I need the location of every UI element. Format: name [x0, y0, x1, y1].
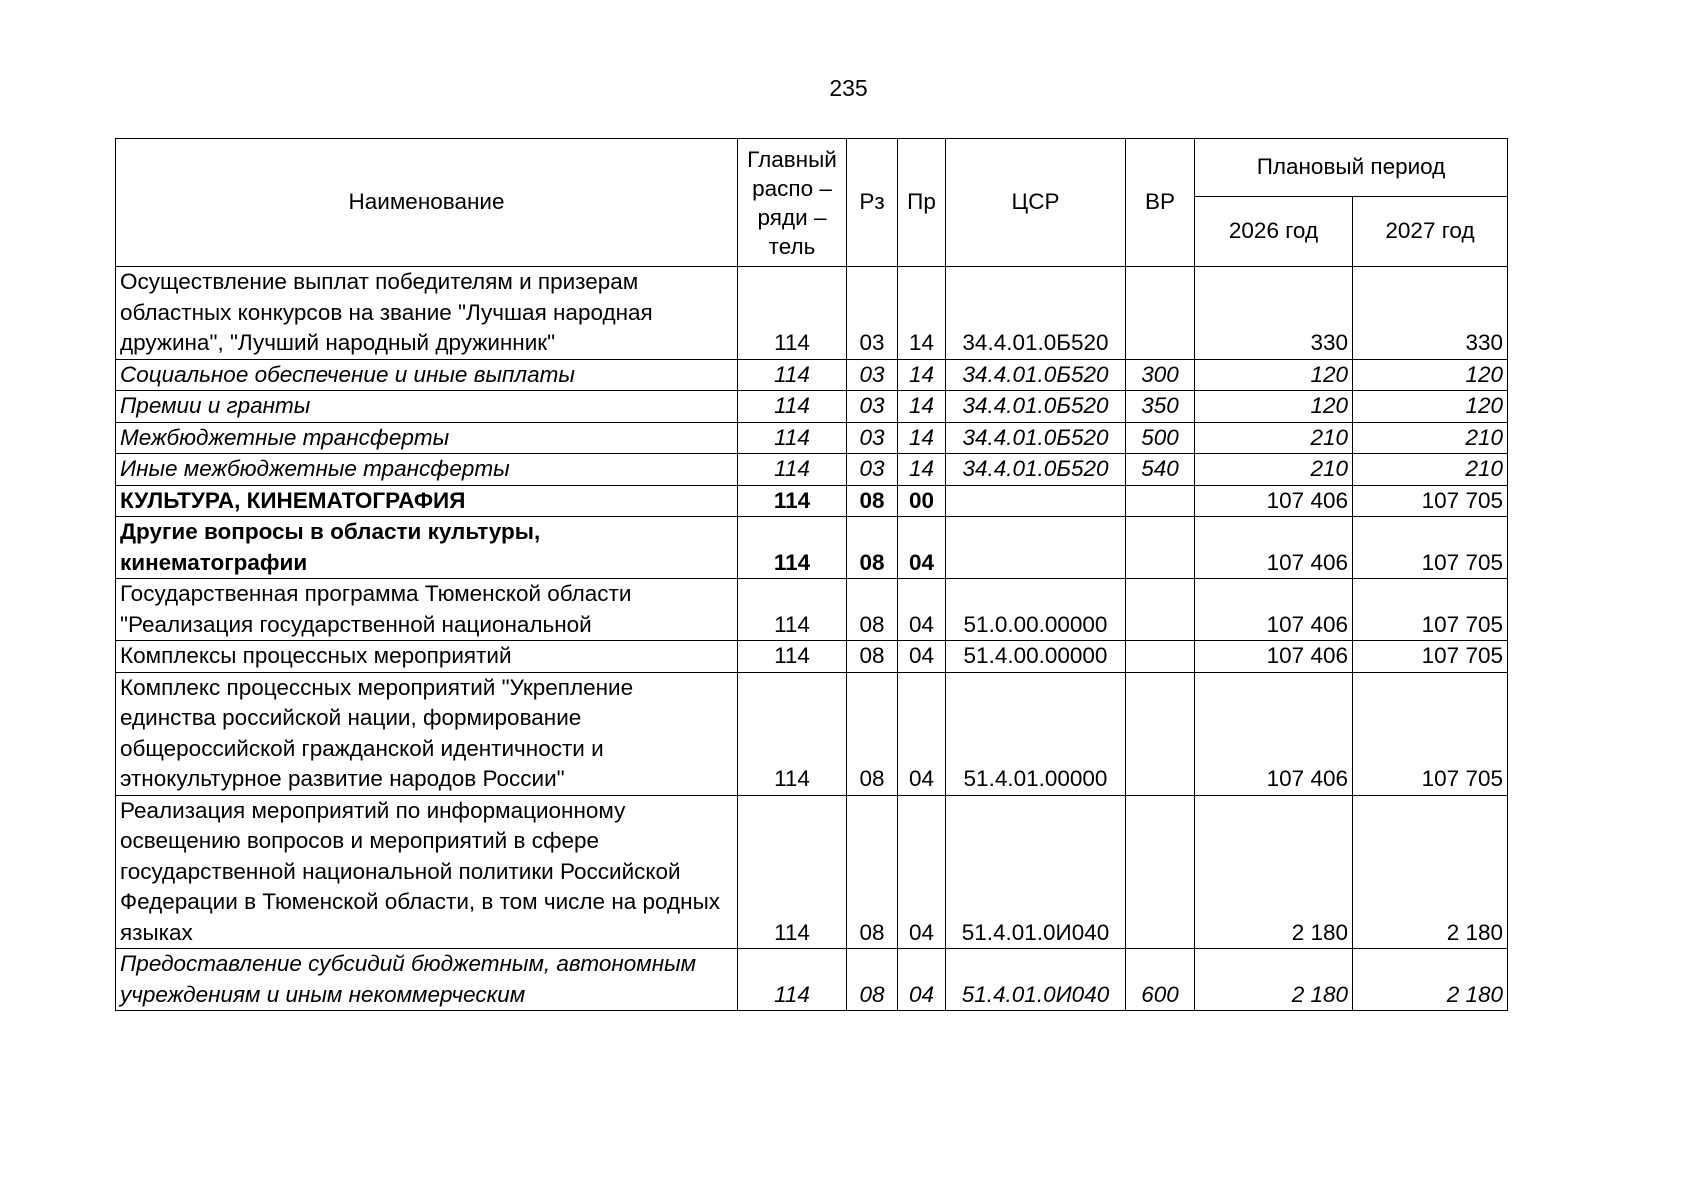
header-year-2026: 2026 год	[1195, 197, 1353, 267]
cell-rz: 03	[847, 391, 898, 423]
table-row	[116, 485, 1508, 517]
cell-rz: 08	[847, 672, 898, 795]
cell-name: КУЛЬТУРА, КИНЕМАТОГРАФИЯ	[116, 485, 738, 517]
cell-2027: 107 705	[1353, 517, 1508, 579]
cell-2027: 2 180	[1353, 795, 1508, 949]
cell-2026: 107 406	[1195, 517, 1353, 579]
cell-csr: 34.4.01.0Б520	[946, 359, 1126, 391]
header-rz: Рз	[847, 139, 898, 267]
header-name: Наименование	[116, 139, 738, 267]
cell-2026: 330	[1195, 267, 1353, 360]
cell-name: Осуществление выплат победителям и призерам областных конкурсов на звание "Лучшая народная дружина", "Лучший народный дружинник"	[116, 267, 738, 360]
table-row	[116, 391, 1508, 423]
cell-code: 114	[738, 795, 847, 949]
cell-name: Комплекс процессных мероприятий "Укрепление единства российской нации, формирование общероссийской гражданской идентичности и этнокультурное развитие народов России"	[116, 672, 738, 795]
cell-rz: 08	[847, 641, 898, 673]
cell-2027: 107 705	[1353, 672, 1508, 795]
cell-csr: 51.4.01.00000	[946, 672, 1126, 795]
cell-rz: 03	[847, 454, 898, 486]
cell-code: 114	[738, 454, 847, 486]
table-row	[116, 517, 1508, 579]
table-header	[116, 139, 1508, 267]
cell-vr: 350	[1126, 391, 1195, 423]
cell-pr: 04	[898, 795, 946, 949]
cell-vr	[1126, 485, 1195, 517]
cell-2026: 107 406	[1195, 579, 1353, 641]
cell-vr	[1126, 579, 1195, 641]
cell-vr	[1126, 267, 1195, 360]
cell-code: 114	[738, 672, 847, 795]
cell-2026: 107 406	[1195, 485, 1353, 517]
cell-rz: 08	[847, 485, 898, 517]
cell-2026: 210	[1195, 422, 1353, 454]
cell-2026: 120	[1195, 391, 1353, 423]
header-year-2027: 2027 год	[1353, 197, 1508, 267]
table-row	[116, 454, 1508, 486]
header-grbs: Главный распо – ряди – тель	[738, 139, 847, 267]
cell-2027: 210	[1353, 454, 1508, 486]
cell-2027: 210	[1353, 422, 1508, 454]
budget-table	[115, 138, 1508, 1011]
cell-name: Премии и гранты	[116, 391, 738, 423]
cell-code: 114	[738, 641, 847, 673]
cell-name: Реализация мероприятий по информационному освещению вопросов и мероприятий в сфере государственной национальной политики Российской Федерации в Тюменской области, в том числе на родных языках	[116, 795, 738, 949]
cell-pr: 04	[898, 641, 946, 673]
cell-code: 114	[738, 949, 847, 1011]
cell-rz: 08	[847, 949, 898, 1011]
cell-2027: 330	[1353, 267, 1508, 360]
cell-vr	[1126, 795, 1195, 949]
cell-2026: 107 406	[1195, 641, 1353, 673]
cell-2026: 2 180	[1195, 949, 1353, 1011]
cell-name: Иные межбюджетные трансферты	[116, 454, 738, 486]
cell-pr: 04	[898, 949, 946, 1011]
header-vr: ВР	[1126, 139, 1195, 267]
cell-2026: 2 180	[1195, 795, 1353, 949]
cell-vr	[1126, 641, 1195, 673]
cell-2026: 107 406	[1195, 672, 1353, 795]
cell-vr: 600	[1126, 949, 1195, 1011]
table-row	[116, 795, 1508, 949]
cell-code: 114	[738, 485, 847, 517]
cell-name: Предоставление субсидий бюджетным, автономным учреждениям и иным некоммерческим	[116, 949, 738, 1011]
cell-2027: 107 705	[1353, 641, 1508, 673]
cell-csr: 34.4.01.0Б520	[946, 267, 1126, 360]
cell-csr: 51.4.01.0И040	[946, 949, 1126, 1011]
cell-pr: 14	[898, 422, 946, 454]
cell-rz: 08	[847, 517, 898, 579]
header-plan-period: Плановый период	[1195, 139, 1508, 197]
cell-2027: 120	[1353, 359, 1508, 391]
cell-2027: 2 180	[1353, 949, 1508, 1011]
cell-csr	[946, 485, 1126, 517]
cell-rz: 03	[847, 359, 898, 391]
cell-code: 114	[738, 391, 847, 423]
cell-code: 114	[738, 422, 847, 454]
cell-csr: 51.4.00.00000	[946, 641, 1126, 673]
cell-pr: 14	[898, 391, 946, 423]
header-csr: ЦСР	[946, 139, 1126, 267]
cell-vr: 300	[1126, 359, 1195, 391]
cell-rz: 08	[847, 795, 898, 949]
cell-csr: 51.4.01.0И040	[946, 795, 1126, 949]
cell-csr: 34.4.01.0Б520	[946, 454, 1126, 486]
table-row	[116, 267, 1508, 360]
table-row	[116, 579, 1508, 641]
cell-pr: 14	[898, 267, 946, 360]
table-row	[116, 949, 1508, 1011]
table-row	[116, 359, 1508, 391]
table-row	[116, 641, 1508, 673]
cell-pr: 14	[898, 359, 946, 391]
cell-2026: 210	[1195, 454, 1353, 486]
cell-csr: 51.0.00.00000	[946, 579, 1126, 641]
cell-pr: 04	[898, 579, 946, 641]
cell-vr: 500	[1126, 422, 1195, 454]
cell-2027: 120	[1353, 391, 1508, 423]
cell-pr: 04	[898, 672, 946, 795]
cell-rz: 03	[847, 267, 898, 360]
cell-vr	[1126, 672, 1195, 795]
cell-code: 114	[738, 517, 847, 579]
cell-name: Социальное обеспечение и иные выплаты	[116, 359, 738, 391]
cell-name: Комплексы процессных мероприятий	[116, 641, 738, 673]
table-row	[116, 422, 1508, 454]
cell-pr: 04	[898, 517, 946, 579]
cell-csr: 34.4.01.0Б520	[946, 422, 1126, 454]
cell-2027: 107 705	[1353, 485, 1508, 517]
cell-rz: 03	[847, 422, 898, 454]
cell-name: Государственная программа Тюменской области "Реализация государственной национальной	[116, 579, 738, 641]
cell-pr: 14	[898, 454, 946, 486]
cell-vr: 540	[1126, 454, 1195, 486]
table-body	[116, 267, 1508, 1011]
cell-name: Межбюджетные трансферты	[116, 422, 738, 454]
cell-code: 114	[738, 579, 847, 641]
header-pr: Пр	[898, 139, 946, 267]
cell-pr: 00	[898, 485, 946, 517]
cell-2027: 107 705	[1353, 579, 1508, 641]
table-row	[116, 672, 1508, 795]
cell-csr: 34.4.01.0Б520	[946, 391, 1126, 423]
cell-vr	[1126, 517, 1195, 579]
cell-csr	[946, 517, 1126, 579]
cell-rz: 08	[847, 579, 898, 641]
page-number: 235	[829, 75, 868, 101]
cell-2026: 120	[1195, 359, 1353, 391]
cell-code: 114	[738, 267, 847, 360]
cell-code: 114	[738, 359, 847, 391]
cell-name: Другие вопросы в области культуры, кинематографии	[116, 517, 738, 579]
